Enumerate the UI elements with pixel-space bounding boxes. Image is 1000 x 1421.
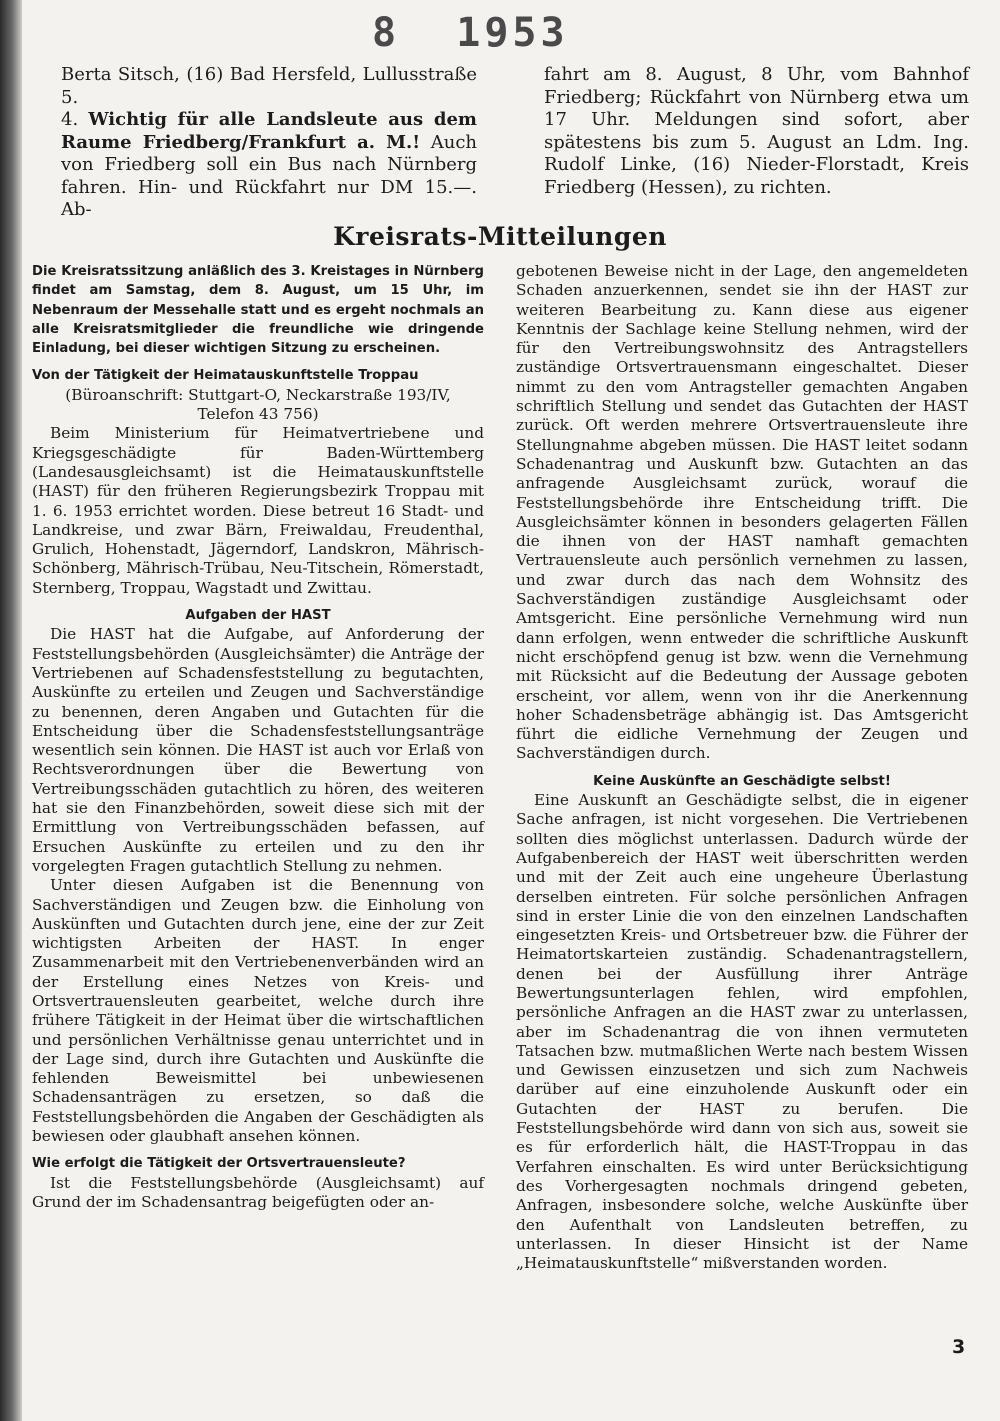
heading-hast-activity: Von der Tätigkeit der Heimatauskunftstelle Troppau: [32, 368, 419, 384]
date-stamp: 8 1953: [372, 10, 569, 56]
paragraph-aufgaben-2: Unter diesen Aufgaben ist die Benennung von Sachverständigen und Zeugen bzw. die Einholung von Auskünften und Gutachten durch jene, eine der zur Zeit wichtigsten Arbeiten der HAST. In enger Zusammenarbeit mit den Vertriebenenverbänden wird an der Erstellung eines Netzes von Kreis- und Ortsvertrauensleuten gearbeitet, welche durch ihre frühere Tätigkeit in der Heimat über die wirtschaftlichen und persönlichen Verhältnisse genau unterrichtet und in der Lage sind, durch ihre Gutachten und Auskünfte die fehlenden Beweismittel bei unbewiesenen Schadensanträgen zu ersetzen, so daß die Feststellungsbehörden die Angaben der Geschädigten als bewiesen oder glaubhaft ansehen können.: [32, 876, 484, 1146]
address-entry: Berta Sitsch, (16) Bad Hersfeld, Lullusstraße 5.: [61, 64, 477, 108]
meeting-announcement: Die Kreisratssitzung anläßlich des 3. Kreistages in Nürnberg findet am Samstag, dem 8. August, um 15 Uhr, im Nebenraum der Messehalle statt und es ergeht nochmals an alle Kreisratsmitglieder die freundliche wie dringende Einladung, bei dieser wichtigen Sitzung zu erscheinen.: [32, 264, 484, 357]
paragraph-continuation: gebotenen Beweise nicht in der Lage, den angemeldeten Schaden anzuerkennen, sendet sie ihn der HAST zur weiteren Bearbeitung zu. Kann diese aus eigener Kenntnis der Sachlage keine Stellung nehmen, wird der für den Vertreibungswohnsitz des Antragstellers zuständige Ortsvertrauensmann eingeschaltet. Dieser nimmt zu den vom Antragsteller gemachten Angaben schriftlich Stellung und sendet das Gutachten der HAST zurück. Oft werden mehrere Ortsvertrauensleute ihre Stellungnahme abgeben müssen. Die HAST leitet sodann Schadenantrag und Auskunft bzw. Gutachten an das anfragende Ausgleichsamt zurück, worauf die Feststellungsbehörde ihre Entscheidung trifft. Die Ausgleichsämter können in besonders gelagerten Fällen die ihnen von der HAST namhaft gemachten Vertrauensleute auch persönlich vernehmen zu lassen, und zwar durch das nach dem Wohnsitz des Sachverständigen zuständige Ausgleichsamt oder Amtsgericht. Eine persönliche Vernehmung wird nun dann erfolgen, wenn entweder die schriftliche Auskunft nicht erschöpfend genug ist bzw. wenn die Vernehmung mit Rücksicht auf die Bedeutung der Aussage geboten erscheint, vor allem, wenn von ihr die Anerkennung hoher Schadensbeträge abhängig ist. Das Amtsgericht führt die eidliche Vernehmung der Zeugen und Sachverständigen durch.: [516, 262, 968, 763]
paragraph-keine-auskuenfte: Eine Auskunft an Geschädigte selbst, die in eigener Sache anfragen, ist nicht vorgesehen. Die Vertriebenen sollten dies möglichst unterlassen. Dadurch würde der Aufgabenbereich der HAST weit überschritten werden und mit der Zeit auch eine ungeheure Überlastung derselben eintreten. Für solche persönlichen Anfragen sind in erster Linie die von den einzelnen Landschaften eingesetzten Kreis- und Ortsbetreuer bzw. die Führer der Heimatortskarteien zuständig. Schadenantragstellern, denen bei der Ausfüllung ihrer Anträge Bewertungsunterlagen fehlen, wird empfohlen, persönliche Anfragen an die HAST zwar zu unterlassen, aber im Schadenantrag die von ihnen vermuteten Tatsachen bzw. mutmaßlichen Werte nach bestem Wissen und Gewissen einzusetzen und sich zum Nachweis darüber auf eine einzuholende Auskunft oder ein Gutachten der HAST zu berufen. Die Feststellungsbehörde wird dann von sich aus, soweit sie es für erforderlich hält, die HAST-Troppau in das Verfahren einschalten. Es wird unter Berücksichtigung des Vorhergesagten nochmals dringend gebeten, Anfragen, insbesondere solche, welche Auskünfte über den Aufenthalt von Landsleuten betreffen, zu unterlassen. In dieser Hinsicht ist der Name „Heimatauskunftstelle“ mißverstanden worden.: [516, 791, 968, 1273]
office-address: (Büroanschrift: Stuttgart-O, Neckarstraße 193/IV,: [65, 385, 451, 404]
section-title: Kreisrats-Mitteilungen: [333, 222, 667, 251]
paragraph-ministerium: Beim Ministerium für Heimatvertriebene und Kriegsgeschädigte für Baden-Württemberg (Landesausgleichsamt) ist die Heimatauskunftstelle (HAST) für den früheren Regierungsbezirk Troppau mit 1. 6. 1953 errichtet worden. Diese betreut 16 Stadt- und Landkreise, und zwar Bärn, Freiwaldau, Freudenthal, Grulich, Hohenstadt, Jägerndorf, Landskron, Mährisch-Schönberg, Mährisch-Trübau, Neu-Titschein, Römerstadt, Sternberg, Troppau, Wagstadt und Zwittau.: [32, 424, 484, 597]
paragraph-ortsvertrauensleute: Ist die Feststellungsbehörde (Ausgleichsamt) auf Grund der im Schadensantrag beigefügten oder an-: [32, 1173, 484, 1211]
top-left-column: [61, 64, 477, 222]
notice-number: 4.: [61, 109, 79, 130]
office-phone: Telefon 43 756): [197, 405, 319, 424]
notice-body: Auch von Friedberg soll ein Bus nach Nürnberg fahren. Hin- und Rückfahrt nur DM 15.—. Ab-: [61, 131, 477, 220]
book-binding-shadow: [0, 0, 22, 1421]
notice-continuation: fahrt am 8. August, 8 Uhr, vom Bahnhof Friedberg; Rückfahrt von Nürnberg etwa um 17 Uhr. Meldungen sind sofort, aber spätestens bis zum 5. August an Ldm. Ing. Rudolf Linke, (16) Nieder-Florstadt, Kreis Friedberg (Hessen), zu richten.: [544, 64, 969, 198]
page-number: 3: [952, 1336, 966, 1358]
heading-aufgaben: Aufgaben der HAST: [185, 608, 331, 624]
left-column: [32, 262, 484, 1212]
paragraph-aufgaben-1: Die HAST hat die Aufgabe, auf Anforderung der Feststellungsbehörden (Ausgleichsämter) die Anträge der Vertriebenen auf Schadensfeststellung zu begutachten, Auskünfte zu erteilen und Zeugen und Sachverständige zu benennen, deren Angaben und Gutachten für die Entscheidung über die Schadensfeststellungsanträge wesentlich sein können. Die HAST ist auch vor Erlaß von Rechtsverordnungen über die Bewertung von Vertreibungsschäden gutachtlich zu hören, des weiteren hat sie den Finanzbehörden, soweit diese sich mit der Ermittlung von Vertreibungsschäden befassen, auf Ersuchen Auskünfte zu erteilen und zu den ihr vorgelegten Fragen gutachtlich Stellung zu nehmen.: [32, 625, 484, 875]
right-column: [516, 262, 968, 1273]
heading-keine-auskuenfte: Keine Auskünfte an Geschädigte selbst!: [593, 773, 891, 789]
notice-friedberg: [61, 109, 477, 222]
notice-heading: Wichtig für alle Landsleute aus dem Raume Friedberg/Frankfurt a. M.!: [61, 109, 477, 153]
heading-ortsvertrauensleute: Wie erfolgt die Tätigkeit der Ortsvertrauensleute?: [32, 1156, 406, 1172]
top-right-column: [544, 64, 969, 199]
